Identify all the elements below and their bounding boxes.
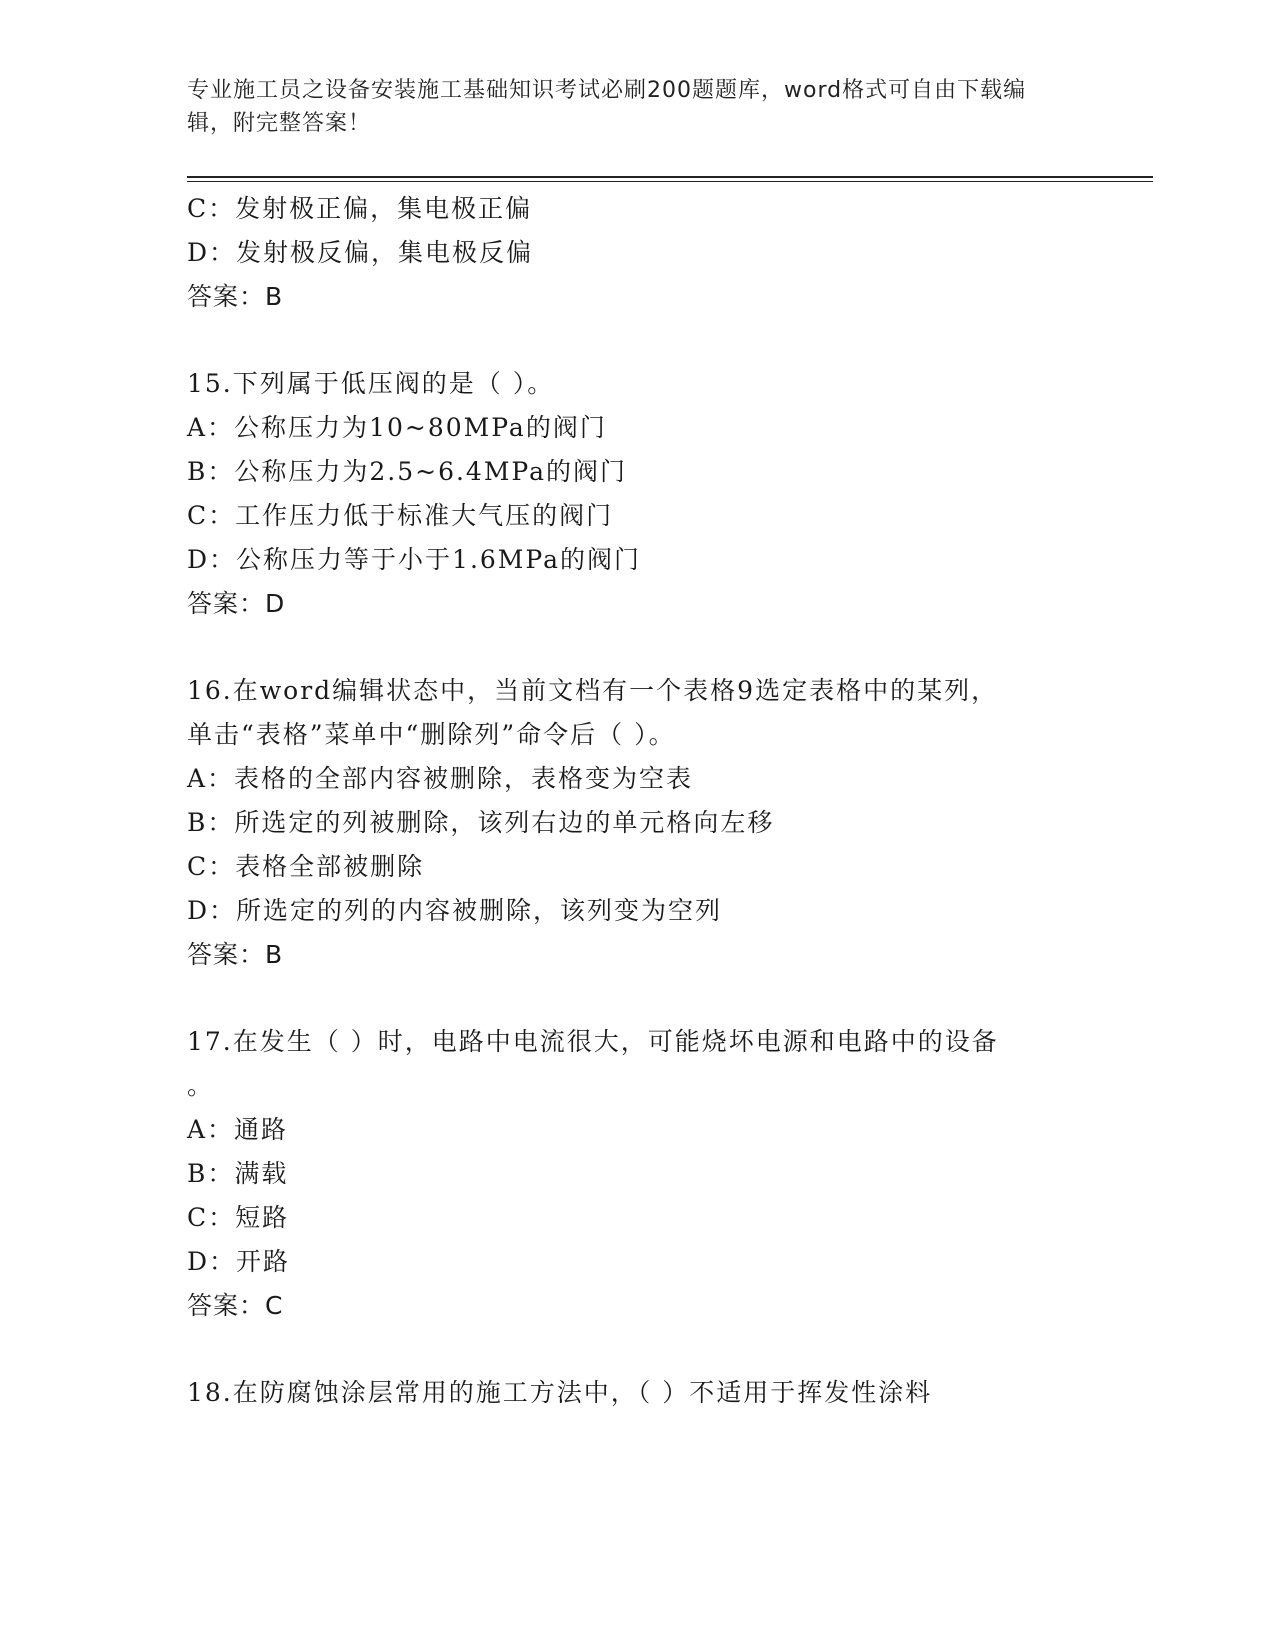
q16-answer: 答案：B — [187, 940, 284, 969]
q15-option-d: D：公称压力等于小于1.6MPa的阀门 — [187, 545, 642, 574]
q17-option-a: A：通路 — [187, 1115, 289, 1144]
q15-answer: 答案：D — [187, 589, 286, 618]
q14-answer: 答案：B — [187, 282, 284, 311]
q17-stem-line1: 17.在发生（ ）时，电路中电流很大，可能烧坏电源和电路中的设备 — [187, 1027, 999, 1056]
q16-option-b: B：所选定的列被删除，该列右边的单元格向左移 — [187, 808, 775, 837]
q15-option-c: C：工作压力低于标准大气压的阀门 — [187, 501, 614, 530]
q16-stem-line1: 16.在word编辑状态中，当前文档有一个表格9选定表格中的某列， — [187, 676, 999, 705]
q14-option-d: D：发射极反偏，集电极反偏 — [187, 238, 534, 267]
q17-option-b: B：满载 — [187, 1159, 289, 1188]
q15-option-a: A：公称压力为10~80MPa的阀门 — [187, 413, 607, 442]
header-divider-thin — [187, 181, 1153, 182]
q16-option-c: C：表格全部被删除 — [187, 852, 425, 881]
q15-stem: 15.下列属于低压阀的是（ ）。 — [187, 369, 555, 398]
document-header: 专业施工员之设备安装施工基础知识考试必刷200题题库，word格式可自由下载编辑，附完整答案！ — [187, 78, 1027, 136]
q15-option-b: B：公称压力为2.5~6.4MPa的阀门 — [187, 457, 628, 486]
q14-option-c: C：发射极正偏，集电极正偏 — [187, 194, 533, 223]
q16-option-d: D：所选定的列的内容被删除，该列变为空列 — [187, 896, 723, 925]
q16-stem-line2: 单击“表格”菜单中“删除列”命令后（ ）。 — [187, 720, 676, 749]
q17-stem-line2: 。 — [187, 1071, 215, 1100]
q17-option-c: C：短路 — [187, 1203, 290, 1232]
q18-stem: 18.在防腐蚀涂层常用的施工方法中，（ ）不适用于挥发性涂料 — [187, 1378, 933, 1407]
q16-option-a: A：表格的全部内容被删除，表格变为空表 — [187, 764, 694, 793]
q17-answer: 答案：C — [187, 1291, 284, 1320]
q17-option-d: D：开路 — [187, 1247, 291, 1276]
header-divider-thick — [187, 176, 1153, 178]
